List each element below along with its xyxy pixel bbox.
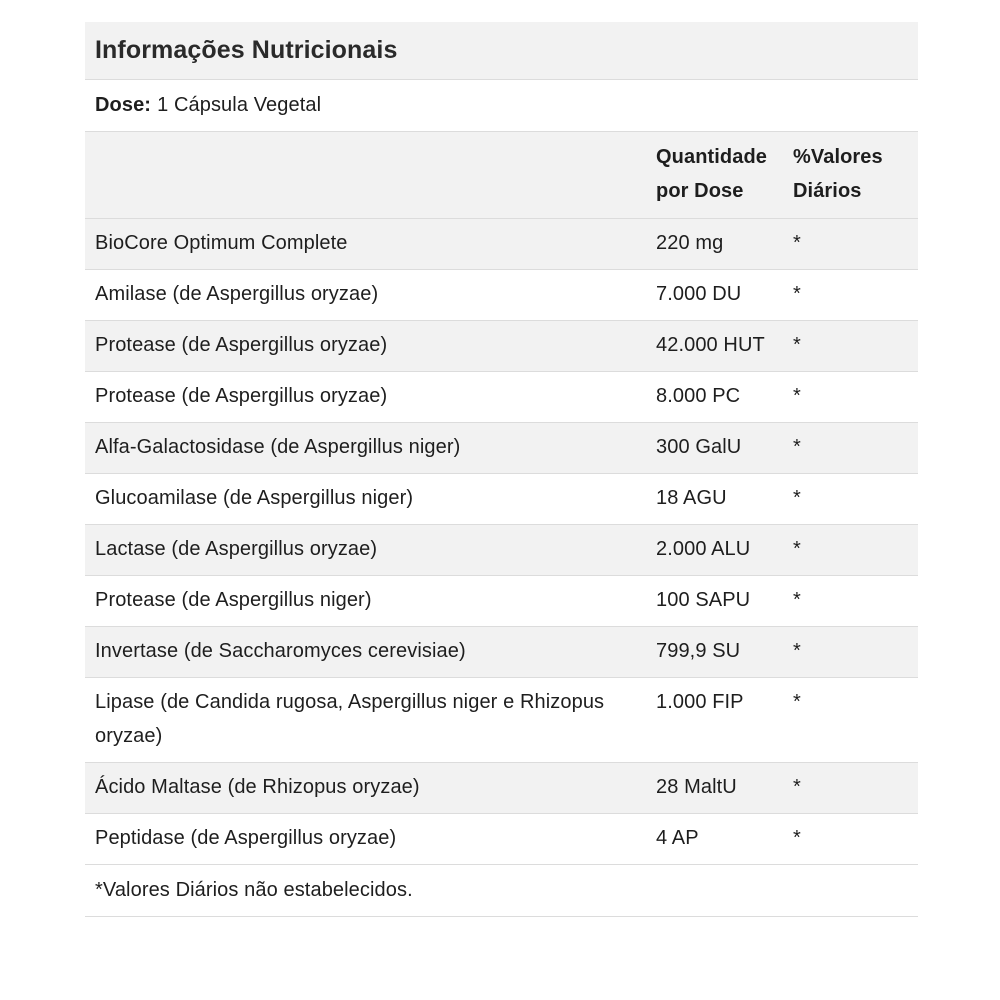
nutrient-name: Invertase (de Saccharomyces cerevisiae) [95, 640, 466, 662]
table-row [85, 525, 918, 576]
table-row [85, 270, 918, 321]
daily-value: * [793, 691, 801, 713]
dose-value: 1 Cápsula Vegetal [157, 94, 322, 116]
daily-value: * [793, 385, 801, 407]
nutrient-name: Lipase (de Candida rugosa, Aspergillus niger e Rhizopus oryzae) [95, 691, 605, 747]
table-row [85, 576, 918, 627]
table-row [85, 219, 918, 270]
table-row [85, 423, 918, 474]
table-row [85, 678, 918, 763]
column-header-daily-value: %Valores Diários [793, 146, 883, 202]
title-row [85, 22, 918, 80]
daily-value: * [793, 589, 801, 611]
amount-per-dose: 300 GalU [656, 436, 742, 458]
dose-row [85, 80, 918, 132]
amount-per-dose: 2.000 ALU [656, 538, 751, 560]
nutrient-name: Ácido Maltase (de Rhizopus oryzae) [95, 776, 420, 798]
nutrition-facts-table [85, 22, 918, 917]
nutrient-name: BioCore Optimum Complete [95, 232, 348, 254]
nutrient-name: Protease (de Aspergillus niger) [95, 589, 372, 611]
daily-value: * [793, 334, 801, 356]
amount-per-dose: 28 MaltU [656, 776, 737, 798]
column-header-name [85, 132, 656, 218]
nutrient-name: Peptidase (de Aspergillus oryzae) [95, 827, 397, 849]
daily-value: * [793, 283, 801, 305]
table-row [85, 372, 918, 423]
table-row [85, 321, 918, 372]
table-title: Informações Nutricionais [95, 36, 398, 64]
amount-per-dose: 799,9 SU [656, 640, 741, 662]
amount-per-dose: 8.000 PC [656, 385, 741, 407]
amount-per-dose: 18 AGU [656, 487, 727, 509]
daily-value: * [793, 232, 801, 254]
amount-per-dose: 4 AP [656, 827, 699, 849]
nutrient-name: Protease (de Aspergillus oryzae) [95, 385, 388, 407]
table-row [85, 814, 918, 865]
table-body [85, 219, 918, 865]
daily-value: * [793, 640, 801, 662]
nutrient-name: Amilase (de Aspergillus oryzae) [95, 283, 379, 305]
daily-value: * [793, 827, 801, 849]
amount-per-dose: 7.000 DU [656, 283, 742, 305]
amount-per-dose: 220 mg [656, 232, 724, 254]
daily-value: * [793, 436, 801, 458]
daily-value: * [793, 776, 801, 798]
table-row [85, 763, 918, 814]
table-row [85, 627, 918, 678]
dose-label: Dose: [95, 94, 152, 116]
nutrient-name: Glucoamilase (de Aspergillus niger) [95, 487, 414, 509]
nutrient-name: Lactase (de Aspergillus oryzae) [95, 538, 378, 560]
footnote-row [85, 865, 918, 917]
column-header-amount: Quantidade por Dose [656, 146, 768, 202]
daily-value: * [793, 487, 801, 509]
nutrient-name: Alfa-Galactosidase (de Aspergillus niger) [95, 436, 461, 458]
table-row [85, 474, 918, 525]
amount-per-dose: 100 SAPU [656, 589, 751, 611]
column-header-row [85, 132, 918, 219]
footnote: *Valores Diários não estabelecidos. [95, 879, 413, 901]
amount-per-dose: 1.000 FIP [656, 691, 744, 713]
amount-per-dose: 42.000 HUT [656, 334, 765, 356]
daily-value: * [793, 538, 801, 560]
nutrient-name: Protease (de Aspergillus oryzae) [95, 334, 388, 356]
